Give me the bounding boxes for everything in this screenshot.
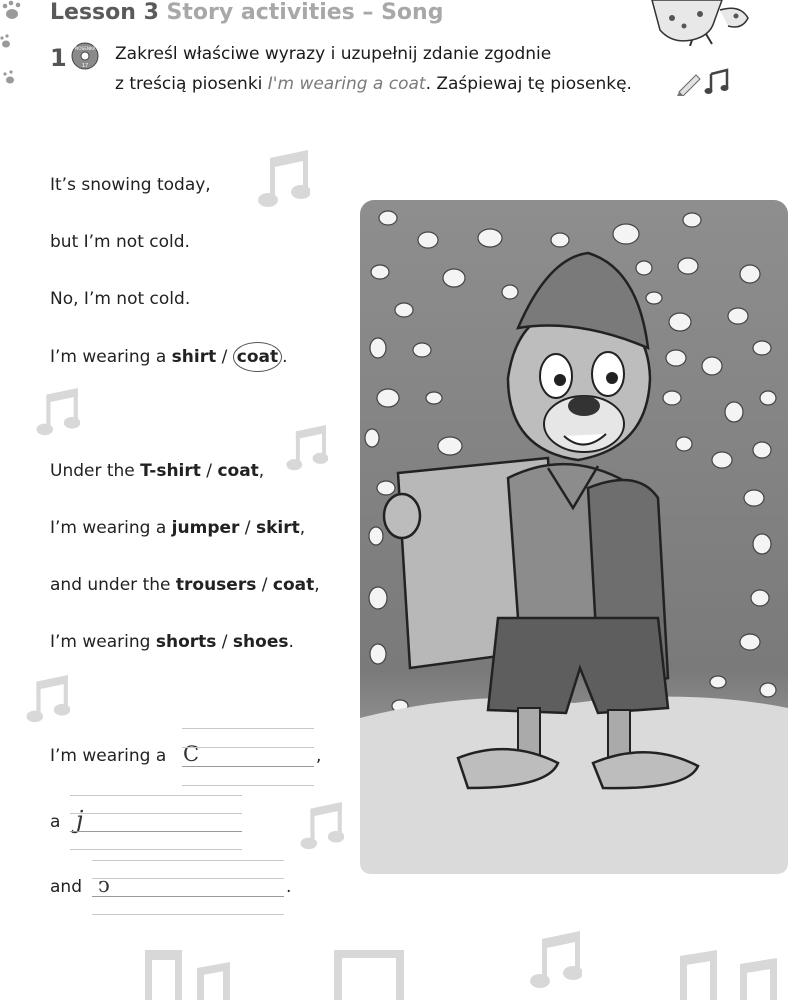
completion-line-3-label: and [50,877,82,897]
line-text: I’m wearing a [50,347,172,367]
line-text: I’m wearing [50,632,156,652]
music-note-decoration [300,802,344,850]
music-note-decoration [670,950,780,1000]
line-text: and under the [50,575,176,595]
song-line-5 [50,461,264,481]
music-note-icon [704,68,730,96]
completion-line-1-label: I’m wearing a [50,746,167,766]
music-note-decoration [26,675,70,723]
option-trousers[interactable]: trousers [175,575,257,595]
line-punctuation: . [282,347,288,367]
writing-guide-mid [92,878,284,879]
writing-guide-bottom [70,849,242,850]
music-note-decoration [258,150,310,208]
instruction-text-pre: z treścią piosenki [115,74,268,94]
writing-input-baseline[interactable] [92,896,284,897]
option-separator: / [256,575,273,595]
song-line-4 [50,346,288,368]
music-note-decoration [36,388,80,436]
line-punctuation: , [258,461,265,481]
writing-guide-bottom [182,785,314,786]
option-separator: / [216,347,233,367]
cd-label: PIOSENKA [74,46,96,51]
completion-line-2-label: a [50,812,61,832]
song-line-7 [50,575,320,595]
handwritten-letter-c: C [183,742,200,766]
music-note-decoration [330,940,410,1000]
writing-guide-mid [182,747,314,748]
line-punctuation: , [299,518,306,538]
writing-guide-top [182,728,314,729]
instruction-line-2 [115,74,632,94]
line-text: Under the [50,461,141,481]
writing-input-baseline[interactable] [70,831,242,832]
option-separator: / [200,461,218,481]
option-jumper[interactable]: jumper [171,518,240,538]
snowy-cat-character-illustration [358,198,790,876]
music-note-decoration [286,425,328,471]
option-separator: / [216,632,233,652]
writing-guide-mid [70,813,242,814]
line-punctuation: , [314,575,320,595]
line-punctuation: . [288,632,294,652]
completion-line-1-comma: , [316,746,322,766]
song-line-2: but I’m not cold. [50,232,190,252]
song-title: I'm wearing a coat [267,74,426,94]
writing-guide-top [92,860,284,861]
writing-input-baseline[interactable] [182,766,314,767]
task-number: 1 [50,44,67,72]
option-coat[interactable]: coat [272,575,315,595]
writing-guide-bottom [92,914,284,915]
song-line-3: No, I’m not cold. [50,289,191,309]
option-shorts[interactable]: shorts [155,632,217,652]
writing-guide-top [70,795,242,796]
leopard-mascot-illustration [632,0,752,46]
cd-track-number: 17 [81,63,89,69]
song-line-6 [50,518,305,538]
option-coat-circled[interactable]: coat [233,342,282,372]
option-shoes[interactable]: shoes [232,632,289,652]
instruction-text-post: . Zaśpiewaj tę piosenkę. [425,74,632,94]
option-t-shirt[interactable]: T-shirt [140,461,201,481]
option-coat[interactable]: coat [217,461,259,481]
option-skirt[interactable]: skirt [255,518,300,538]
completion-line-3-period: . [286,877,292,897]
instruction-line-1: Zakreśl właściwe wyrazy i uzupełnij zdanie zgodnie [115,44,552,64]
lesson-label: Lesson 3 [50,0,159,25]
lesson-title: Story activities – Song [166,0,444,25]
option-separator: / [239,518,256,538]
handwritten-letter-s: ↄ [98,873,110,897]
line-text: I’m wearing a [50,518,172,538]
pencil-icon [676,70,704,96]
handwritten-letter-j: j [76,806,84,834]
lesson-heading [50,0,443,25]
music-note-decoration [530,930,582,990]
option-shirt[interactable]: shirt [171,347,217,367]
paw-prints-icon [0,0,26,90]
song-line-8 [50,632,294,652]
cd-track-icon [71,42,99,70]
music-note-decoration [135,950,230,1000]
song-line-1: It’s snowing today, [50,175,211,195]
